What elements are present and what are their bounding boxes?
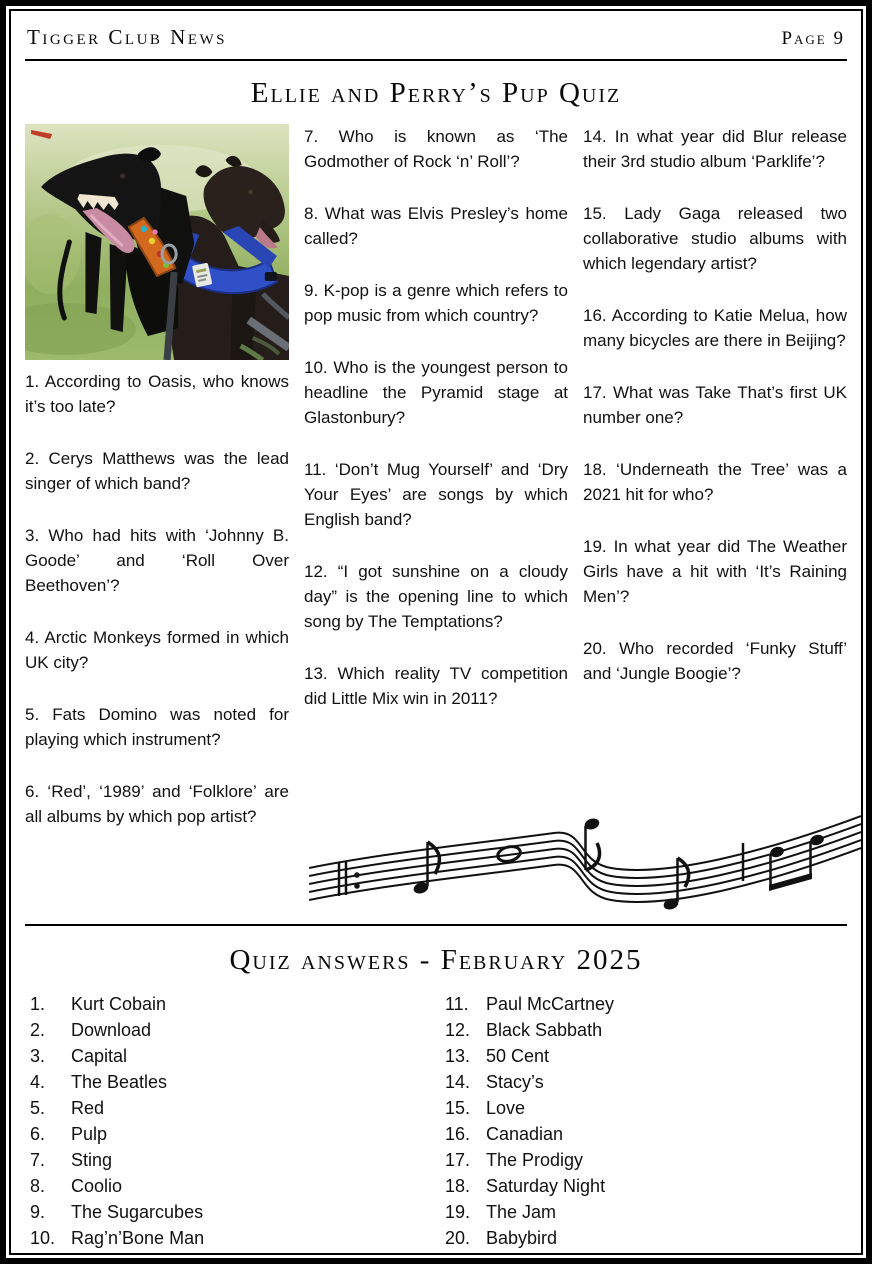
page-number: Page 9 — [781, 28, 845, 49]
newsletter-title: Tigger Club News — [27, 25, 227, 49]
answer-text: Red — [71, 1097, 105, 1118]
greyhounds-photo — [25, 124, 289, 360]
answer-number: 11. — [445, 993, 469, 1014]
answers-title: Quiz answers - February 2025 — [229, 944, 643, 977]
quiz-question: 20. Who recorded ‘Funky Stuff’ and ‘Jungle Boogie’? — [583, 639, 847, 684]
answer-item — [25, 1150, 436, 1176]
answer-text: The Prodigy — [486, 1149, 584, 1170]
answers-column-left — [25, 994, 436, 1254]
answer-number: 16. — [445, 1123, 471, 1144]
quiz-question: 15. Lady Gaga released two collaborative studio albums with which legendary artist? — [583, 204, 847, 274]
answer-item — [25, 1124, 436, 1150]
quiz-title: Ellie and Perry’s Pup Quiz — [250, 77, 622, 109]
answer-text: Stacy’s — [486, 1071, 544, 1092]
answer-text: Coolio — [71, 1175, 123, 1196]
answer-number: 1. — [30, 993, 46, 1014]
quiz-column-left — [25, 124, 289, 856]
music-staff-icon — [309, 796, 861, 918]
answer-text: Paul McCartney — [486, 993, 615, 1014]
greyhounds-photo-art — [25, 124, 289, 360]
answer-text: The Beatles — [71, 1071, 168, 1092]
answer-item — [436, 1228, 847, 1254]
answer-item — [436, 1202, 847, 1228]
answer-text: Kurt Cobain — [71, 993, 167, 1014]
quiz-question: 12. “I got sunshine on a cloudy day” is the opening line to which song by The Temptations? — [304, 562, 568, 632]
answer-number: 10. — [30, 1227, 56, 1248]
answer-text: 50 Cent — [486, 1045, 550, 1066]
answer-number: 7. — [30, 1149, 46, 1170]
answer-item — [25, 1228, 436, 1254]
quiz-question: 2. Cerys Matthews was the lead singer of which band? — [25, 449, 289, 494]
answer-item — [436, 1176, 847, 1202]
answer-item — [25, 1046, 436, 1072]
quiz-question: 13. Which reality TV competition did Little Mix win in 2011? — [304, 664, 568, 709]
quiz-column-middle — [304, 124, 568, 856]
answer-item — [436, 1046, 847, 1072]
answer-text: Saturday Night — [486, 1175, 606, 1196]
answer-number: 17. — [445, 1149, 471, 1170]
answer-number: 8. — [30, 1175, 46, 1196]
answer-number: 4. — [30, 1071, 46, 1092]
answers-column-right — [436, 994, 847, 1254]
quiz-question: 18. ‘Underneath the Tree’ was a 2021 hit for who? — [583, 460, 847, 505]
quiz-question: 3. Who had hits with ‘Johnny B. Goode’ and ‘Roll Over Beethoven’? — [25, 526, 289, 596]
answer-number: 6. — [30, 1123, 46, 1144]
answer-number: 13. — [445, 1045, 471, 1066]
answer-text: Canadian — [486, 1123, 564, 1144]
answer-text: Black Sabbath — [486, 1019, 603, 1040]
quiz-column-right — [583, 124, 847, 856]
quiz-question: 11. ‘Don’t Mug Yourself’ and ‘Dry Your Eyes’ are songs by which English band? — [304, 460, 568, 530]
quiz-question: 16. According to Katie Melua, how many bicycles are there in Beijing? — [583, 306, 847, 351]
answer-number: 3. — [30, 1045, 46, 1066]
answer-item — [436, 1098, 847, 1124]
answer-item — [436, 1020, 847, 1046]
answer-number: 18. — [445, 1175, 471, 1196]
answer-number: 19. — [445, 1201, 471, 1222]
answer-text: Love — [486, 1097, 526, 1118]
quiz-question: 9. K-pop is a genre which refers to pop music from which country? — [304, 281, 568, 326]
answer-text: Pulp — [71, 1123, 108, 1144]
answer-item — [25, 1098, 436, 1124]
answer-number: 12. — [445, 1019, 471, 1040]
answer-number: 14. — [445, 1071, 471, 1092]
quiz-question: 14. In what year did Blur release their 3rd studio album ‘Parklife’? — [583, 127, 847, 172]
page-inner-frame — [9, 9, 863, 1255]
answer-item — [25, 1072, 436, 1098]
quiz-question: 1. According to Oasis, who knows it’s too late? — [25, 372, 289, 417]
answer-text: The Jam — [486, 1201, 557, 1222]
answer-number: 5. — [30, 1097, 46, 1118]
answer-number: 9. — [30, 1201, 46, 1222]
quiz-question: 8. What was Elvis Presley’s home called? — [304, 204, 568, 249]
answer-number: 15. — [445, 1097, 471, 1118]
quiz-question: 4. Arctic Monkeys formed in which UK city? — [25, 628, 289, 673]
answer-number: 2. — [30, 1019, 46, 1040]
answer-item — [25, 994, 436, 1020]
answer-item — [25, 1202, 436, 1228]
answer-text: The Sugarcubes — [71, 1201, 204, 1222]
answer-number: 20. — [445, 1227, 471, 1248]
answer-text: Capital — [71, 1045, 128, 1066]
answer-text: Sting — [71, 1149, 113, 1170]
answer-text: Download — [71, 1019, 152, 1040]
quiz-question: 17. What was Take That’s first UK number one? — [583, 383, 847, 428]
answer-item — [436, 1150, 847, 1176]
answer-item — [436, 994, 847, 1020]
quiz-question: 19. In what year did The Weather Girls have a hit with ‘It’s Raining Men’? — [583, 537, 847, 607]
answer-item — [436, 1124, 847, 1150]
quiz-question: 6. ‘Red’, ‘1989’ and ‘Folklore’ are all albums by which pop artist? — [25, 782, 289, 827]
answer-item — [25, 1176, 436, 1202]
answer-item — [436, 1072, 847, 1098]
quiz-question: 5. Fats Domino was noted for playing which instrument? — [25, 705, 289, 750]
answer-text: Babybird — [486, 1227, 558, 1248]
answer-item — [25, 1020, 436, 1046]
masthead — [25, 11, 847, 61]
quiz-section — [25, 124, 847, 926]
quiz-question: 7. Who is known as ‘The Godmother of Rock ‘n’ Roll’? — [304, 127, 568, 172]
answer-text: Rag’n’Bone Man — [71, 1227, 205, 1248]
answers-section — [25, 994, 847, 1254]
quiz-question: 10. Who is the youngest person to headline the Pyramid stage at Glastonbury? — [304, 358, 568, 428]
